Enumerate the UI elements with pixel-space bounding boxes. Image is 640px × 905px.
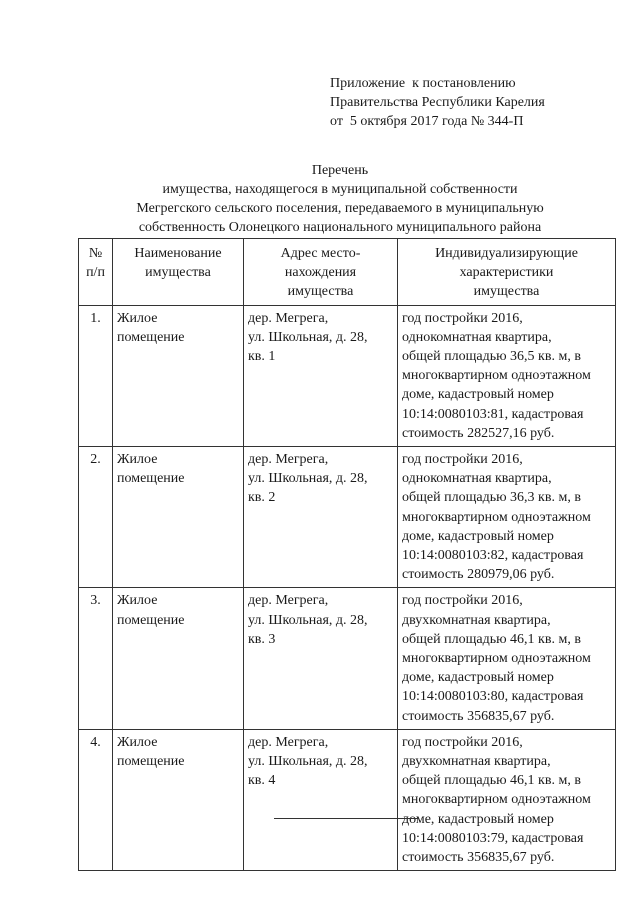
heading-line: имущества, находящегося в муниципальной собственности <box>162 182 518 197</box>
cell-address <box>244 305 398 446</box>
cell-line: многоквартирном одноэтажном <box>402 368 591 384</box>
cell-line: однокомнатная квартира, <box>402 471 552 487</box>
cell-line: дер. Мегрега, <box>248 734 329 750</box>
cell-line: стоимость 356835,67 руб. <box>402 708 555 724</box>
cell-line: год постройки 2016, <box>402 734 523 750</box>
cell-address <box>244 447 398 588</box>
header-line: имущества <box>287 284 354 300</box>
cell-line: дер. Мегрега, <box>248 310 329 326</box>
cell-line: стоимость 282527,16 руб. <box>402 425 555 441</box>
cell-line: 10:14:0080103:79, кадастровая <box>402 830 584 846</box>
cell-line: общей площадью 36,3 кв. м, в <box>402 490 581 506</box>
heading-line: Мегрегского сельского поселения, передаваемого в муниципальную <box>136 201 544 216</box>
cell-line: многоквартирном одноэтажном <box>402 651 591 667</box>
header-characteristics <box>398 239 616 306</box>
header-line: имущества <box>145 265 211 281</box>
appendix-line: Приложение к постановлению <box>330 76 516 91</box>
cell-line: общей площадью 46,1 кв. м, в <box>402 631 581 647</box>
cell-line: кв. 3 <box>248 631 276 647</box>
table-header-row <box>79 239 616 306</box>
cell-num: 4. <box>79 729 113 870</box>
cell-line: кв. 1 <box>248 349 276 365</box>
cell-line: Жилое <box>117 593 158 609</box>
appendix-reference <box>330 74 545 131</box>
table-row <box>79 588 616 729</box>
heading-line: собственность Олонецкого национального муниципального района <box>138 220 542 235</box>
header-line: № <box>88 246 103 261</box>
cell-name <box>113 588 244 729</box>
cell-line: доме, кадастровый номер <box>402 811 554 827</box>
cell-line: многоквартирном одноэтажном <box>402 792 591 808</box>
document-heading <box>100 161 580 237</box>
cell-line: доме, кадастровый номер <box>402 387 554 403</box>
cell-address <box>244 588 398 729</box>
cell-line: 10:14:0080103:81, кадастровая <box>402 406 584 422</box>
cell-name <box>113 305 244 446</box>
header-address <box>244 239 398 306</box>
cell-line: однокомнатная квартира, <box>402 329 552 345</box>
cell-line: 10:14:0080103:82, кадастровая <box>402 548 584 564</box>
cell-num: 2. <box>79 447 113 588</box>
closing-divider <box>274 818 418 819</box>
header-line: Адрес место- <box>280 246 361 261</box>
table-row <box>79 729 616 870</box>
cell-line: доме, кадастровый номер <box>402 528 554 544</box>
header-line: характеристики <box>459 265 554 281</box>
header-line: Наименование <box>134 246 222 261</box>
cell-line: помещение <box>117 612 185 628</box>
cell-line: помещение <box>117 329 185 345</box>
cell-line: ул. Школьная, д. 28, <box>248 754 368 770</box>
heading-title: Перечень <box>311 163 369 178</box>
cell-line: Жилое <box>117 452 158 468</box>
property-table <box>78 238 616 871</box>
cell-num: 3. <box>79 588 113 729</box>
cell-line: двухкомнатная квартира, <box>402 754 551 770</box>
cell-name <box>113 729 244 870</box>
cell-line: многоквартирном одноэтажном <box>402 509 591 525</box>
cell-num: 1. <box>79 305 113 446</box>
cell-line: помещение <box>117 754 185 770</box>
header-line: имущества <box>473 284 540 300</box>
cell-line: кв. 4 <box>248 773 276 789</box>
cell-line: ул. Школьная, д. 28, <box>248 471 368 487</box>
cell-line: ул. Школьная, д. 28, <box>248 612 368 628</box>
cell-line: стоимость 356835,67 руб. <box>402 850 555 866</box>
cell-line: дер. Мегрега, <box>248 593 329 609</box>
cell-characteristics <box>398 447 616 588</box>
header-line: Индивидуализирующие <box>435 246 578 261</box>
appendix-line: Правительства Республики Карелия <box>330 95 545 110</box>
cell-characteristics <box>398 588 616 729</box>
table-row <box>79 447 616 588</box>
cell-line: помещение <box>117 471 185 487</box>
header-num <box>79 239 113 306</box>
cell-line: Жилое <box>117 310 158 326</box>
cell-line: год постройки 2016, <box>402 452 523 468</box>
cell-name <box>113 447 244 588</box>
table-row <box>79 305 616 446</box>
cell-line: доме, кадастровый номер <box>402 670 554 686</box>
header-name <box>113 239 244 306</box>
cell-line: общей площадью 36,5 кв. м, в <box>402 349 581 365</box>
cell-characteristics <box>398 305 616 446</box>
cell-line: ул. Школьная, д. 28, <box>248 329 368 345</box>
cell-line: общей площадью 46,1 кв. м, в <box>402 773 581 789</box>
header-line: п/п <box>86 265 105 281</box>
header-line: нахождения <box>284 265 357 281</box>
cell-line: 10:14:0080103:80, кадастровая <box>402 689 584 705</box>
cell-line: стоимость 280979,06 руб. <box>402 567 555 583</box>
appendix-line: от 5 октября 2017 года № 344-П <box>330 114 524 129</box>
cell-line: дер. Мегрега, <box>248 452 329 468</box>
cell-characteristics <box>398 729 616 870</box>
cell-line: год постройки 2016, <box>402 593 523 609</box>
cell-line: двухкомнатная квартира, <box>402 612 551 628</box>
cell-line: Жилое <box>117 734 158 750</box>
cell-address <box>244 729 398 870</box>
cell-line: год постройки 2016, <box>402 310 523 326</box>
cell-line: кв. 2 <box>248 490 276 506</box>
